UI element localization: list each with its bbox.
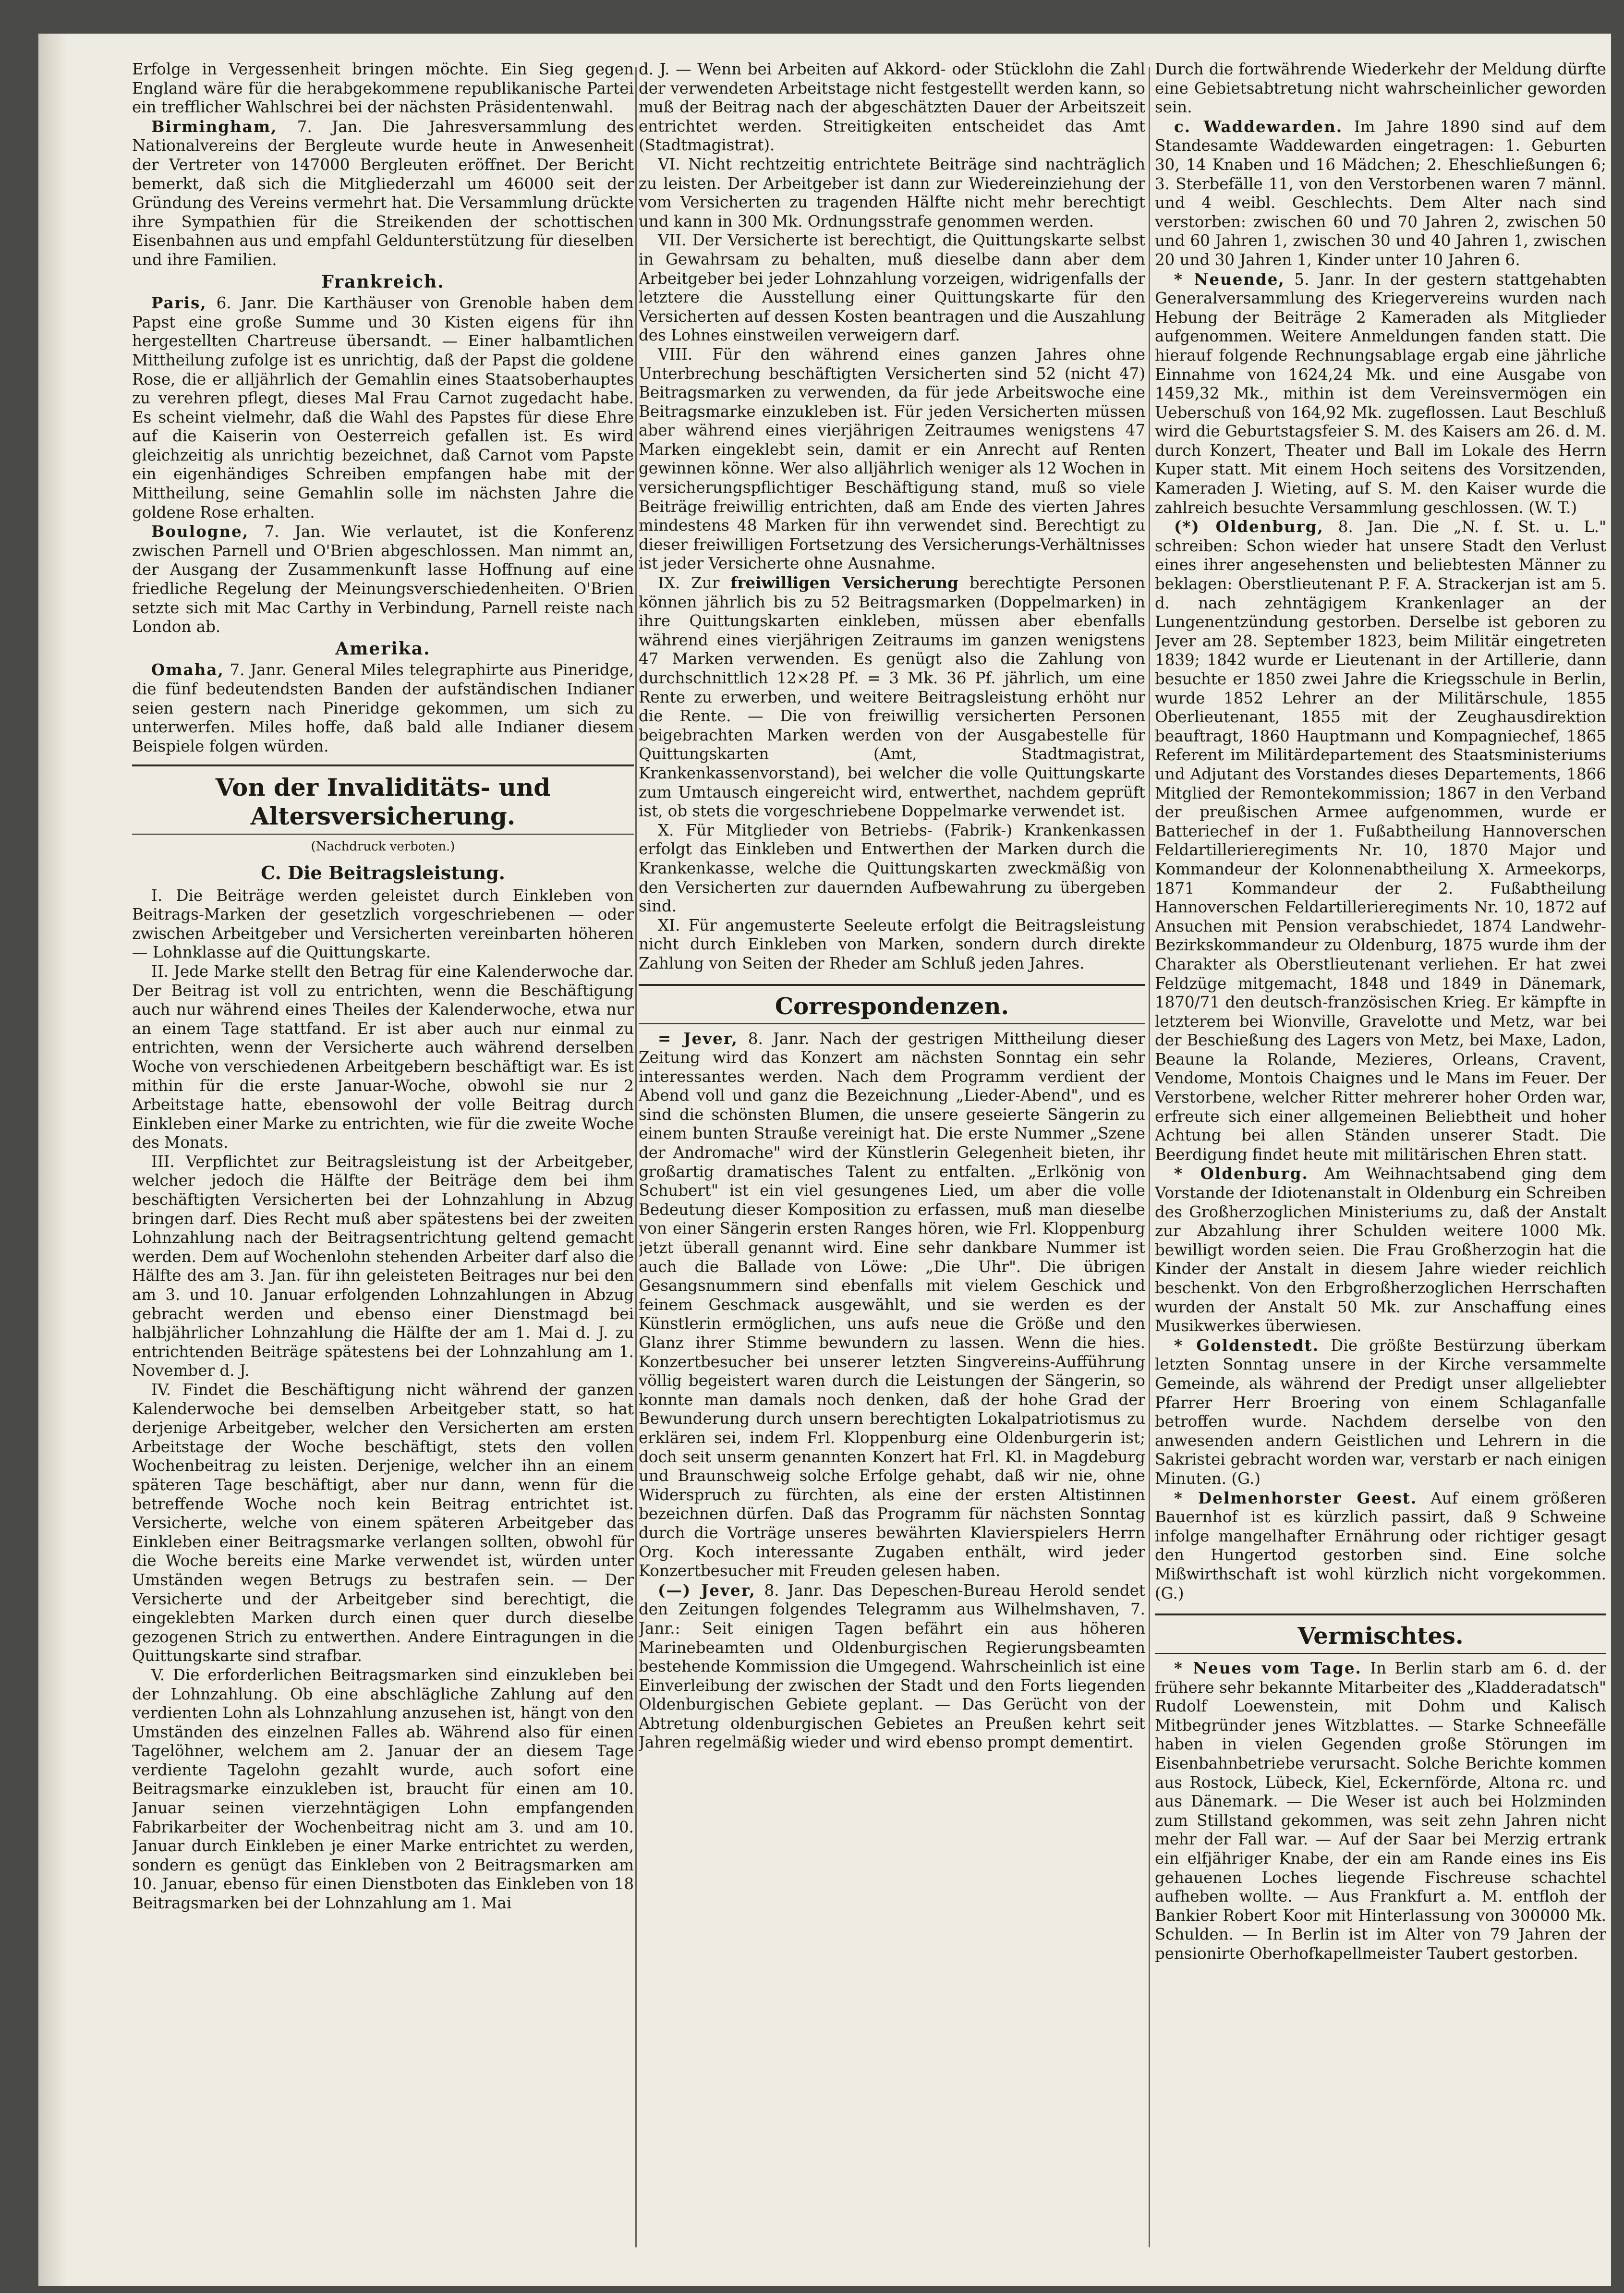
article-paris: Paris, 6. Janr. Die Karthäuser von Grenoble haben dem Papst eine große Summe und 30 Kisten eigens für ihn hergestellten Chartreuse übersandt. — Einer halbamtlichen Mittheilung zufolge ist es unrichtig, daß der Papst die goldene Rose, die er alljährlich der Gemahlin eines Staatsoberhauptes zu verehren pflegt, dieses Mal Frau Carnot zugedacht habe. Es scheint vielmehr, daß die Wahl des Papstes für diese Ehre auf die Kaiserin von Oesterreich gefallen ist. Es wird gleichzeitig als unrichtig bezeichnet, daß Carnot vom Papste ein eigenhändiges Schreiben empfangen habe mit der Mittheilung, seine Gemahlin solle im nächsten Jahre die goldene Rose erhalten.	[132, 293, 634, 522]
place-waddewarden: c. Waddewarden.	[1174, 117, 1343, 136]
place-neues-vom-tage: * Neues vom Tage.	[1174, 1659, 1362, 1678]
column-divider-1	[635, 67, 637, 2247]
article-jever-telegram: (—) Jever, 8. Janr. Das Depeschen-Bureau Herold sendet den Zeitungen folgendes Telegramm aus Wilhelmshaven, 7. Janr.: Seit einigen Tagen befährt ein aus höheren Marinebeamten und Oldenburgischen Regierungsbeamten bestehende Kommission die Umgegend. Wahrscheinlich ist eine Einverleibung der zwischen der Stadt und den Forts liegenden Oldenburgischen Gebiete geplant. — Das Gerücht von der Abtretung oldenburgischen Gebietes an Preußen kehrt seit Jahren regelmäßig wieder und wird ebenso prompt dementirt.	[639, 1580, 1145, 1752]
paragraph-election: Erfolge in Vergessenheit bringen möchte. Ein Sieg gegen England wäre für die herabgekommene republikanische Partei ein trefflicher Wahlschrei bei der nächsten Präsidentenwahl.	[132, 60, 634, 117]
rule-4: IV. Findet die Beschäftigung nicht während der ganzen Kalenderwoche bei demselben Arbeitgeber statt, so hat derjenige Arbeitgeber, welcher den Versicherten am ersten Arbeitstage der Woche beschäftigt, stets den vollen Wochenbeitrag zu leisten. Derjenige, welcher ihn an einem späteren Tage beschäftigt, aber nur dann, wenn für die betreffende Woche noch kein Beitrag entrichtet ist. Versicherte, welche von einem späteren Arbeitgeber das Einkleben einer Beitragsmarke verlangen sollten, obwohl für die Woche bereits eine Marke verwendet ist, würden unter Umständen wegen Betrugs zu bestrafen sein. — Der Versicherte und der Arbeitgeber sind berechtigt, die eingeklebten Marken durch einen quer durch dieselbe gezogenen Strich zu entwerthen. Andere Eintragungen in die Quittungskarte sind strafbar.	[132, 1381, 634, 1665]
section-title-correspondenzen: Correspondenzen.	[639, 984, 1145, 1024]
reprint-note: (Nachdruck verboten.)	[311, 839, 455, 854]
article-delmenhorst: * Delmenhorster Geest. Auf einem größeren Bauernhof ist es kürzlich passirt, daß 9 Schweine infolge mangelhafter Ernährung oder richtiger gesagt den Hungertod gestorben sind. Eine solche Mißwirthschaft ist wohl kürzlich nicht vorgekommen. (G.)	[1155, 1488, 1606, 1602]
place-paris: Paris,	[151, 293, 207, 313]
rule-8: VIII. Für den während eines ganzen Jahres ohne Unterbrechung beschäftigten Versicherten sind 52 (nicht 47) Beitragsmarken zu verwenden, da für jede Arbeitswoche eine Beitragsmarke einzukleben ist. Für jeden Versicherten müssen aber während eines vierjährigen Zeitraumes wenigstens 47 Marken eingeklebt sein, damit er ein Anrecht auf Renten gewinnen könne. Wer also alljährlich weniger als 12 Wochen in versicherungspflichtiger Beschäftigung stand, muß so viele Beiträge freiwillig entrichten, daß am Ende des vierten Jahres mindestens 48 Marken für ihn verwendet sind. Berechtigt zu dieser freiwilligen Fortsetzung des Versicherungs-Verhältnisses ist jeder Versicherte ohne Ausnahme.	[639, 345, 1145, 573]
rule-6: VI. Nicht rechtzeitig entrichtete Beiträge sind nachträglich zu leisten. Der Arbeitgeber ist dann zur Wiedereinziehung der vom Versicherten zu tragenden Hälfte nicht mehr berechtigt und kann in 300 Mk. Ordnungsstrafe genommen werden.	[639, 155, 1145, 231]
subsection-title: C. Die Beitragsleistung.	[261, 861, 505, 884]
article-waddewarden: c. Waddewarden. Im Jahre 1890 sind auf dem Standesamte Waddewarden eingetragen: 1. Geburten 30, 14 Knaben und 16 Mädchen; 2. Eheschließungen 6; 3. Sterbefälle 11, von den Verstorbenen waren 7 männl. und 4 weibl. Geschlechts. Dem Alter nach sind verstorben: zwischen 60 und 70 Jahren 2, zwischen 50 und 60 Jahren 1, zwischen 30 und 40 Jahren 1, zwischen 20 und 30 Jahren 1, Kinder unter 10 Jahren 6.	[1155, 117, 1606, 269]
article-oldenburg-obituary: (*) Oldenburg, 8. Jan. Die „N. f. St. u. L." schreiben: Schon wieder hat unsere Stadt den Verlust eines ihrer angesehensten und beliebtesten Männer zu beklagen: Oberstlieutenant P. F. A. Strackerjan ist am 5. d. nach zehntägigem Krankenlager an der Lungenentzündung gestorben. Derselbe ist geboren zu Jever am 28. September 1823, beim Militär eingetreten 1839; 1842 wurde er Lieutenant in der Artillerie, dann besuchte er 1850 zwei Jahre die Kriegsschule in Berlin, wurde 1852 Lehrer an der Militärschule, 1855 Oberlieutenant, 1855 mit der Zeughausdirektion beauftragt, 1860 Hauptmann und Kompagniechef, 1865 Referent im Militärdepartement des Staatsministeriums und Adjutant des Vorstandes dieses Departements, 1866 Mitglied der Remontekommission; 1867 in den Verband der preußischen Armee aufgenommen, wurde er Batteriechef in der 1. Fußabtheilung Hannoverschen Feldartillerieregiments Nr. 10, 1870 Major und Kommandeur der Kolonnenabtheilung X. Armeekorps, 1871 Kommandeur der 2. Fußabtheilung Hannoverschen Feldartillerieregiments Nr. 10, 1872 auf Ansuchen mit Pension verabschiedet, 1874 Landwehr-Bezirkskommandeur zu Oldenburg, 1875 wurde ihm der Charakter als Oberstlieutenant verliehen. Er hat zwei Feldzüge mitgemacht, 1848 und 1849 in Dänemark, 1870/71 den deutsch-französischen Krieg. Er kämpfte in letzterem bei Wionville, Gravelotte und Metz, war bei der Beschießung des Lagers von Metz, bei Maxe, Ladon, Beaune la Rolande, Mezieres, Orleans, Cravent, Vendome, Montois Chaignes und le Mans im Feuer. Der Verstorbene, welcher Ritter mehrerer hoher Orden war, erfreute sich einer allgemeinen Beliebtheit und hoher Achtung bei allen Ständen unserer Stadt. Die Beerdigung findet heute mit militärischen Ehren statt.	[1155, 517, 1606, 1164]
place-omaha: Omaha,	[151, 660, 224, 679]
rule-10: X. Für Mitglieder von Betriebs- (Fabrik-) Krankenkassen erfolgt das Einkleben und Entwerthen der Marken durch die Krankenkasse, welche die Quittungskarten zweckmäßig von den Versicherten zur dauernden Aufbewahrung zu übergeben sind.	[639, 821, 1145, 916]
article-neuende: * Neuende, 5. Janr. In der gestern stattgehabten Generalversammlung des Kriegervereins wurden nach Hebung der Beiträge 2 Kameraden als Mitglieder aufgenommen. Weitere Anmeldungen fanden statt. Die hierauf folgende Rechnungsablage ergab eine jährliche Einnahme von 1624,24 Mk. und eine Ausgabe von 1459,32 Mk., mithin ist dem Vereinsvermögen ein Ueberschuß von 164,92 Mk. zugeflossen. Laut Beschluß wird die Geburtstagsfeier S. M. des Kaisers am 26. d. M. durch Konzert, Theater und Ball im Lokale des Herrn Kuper statt. Mit einem Hoch seitens des Vorsitzenden, Kameraden J. Wieting, auf S. M. den Kaiser wurde die zahlreich besuchte Versammlung geschlossen. (W. T.)	[1155, 269, 1606, 517]
article-omaha: Omaha, 7. Janr. General Miles telegraphirte aus Pineridge, die fünf bedeutendsten Banden der aufständischen Indianer seien gestern nach Pineridge gekommen, um sich zu unterwerfen. Miles hoffe, daß bald alle Indianer diesem Beispiele folgen würden.	[132, 660, 634, 755]
place-jever: = Jever,	[658, 1029, 738, 1048]
article-neues-vom-tage: * Neues vom Tage. In Berlin starb am 6. d. der frühere sehr bekannte Mitarbeiter des „Kladderadatsch" Rudolf Loewenstein, mit Dohm und Kalisch Mitbegründer jenes Witzblattes. — Starke Schneefälle haben in vielen Gegenden große Störungen im Eisenbahnbetriebe verursacht. Solche Berichte kommen aus Rostock, Lübeck, Kiel, Eckernförde, Altona rc. und aus Dänemark. — Die Weser ist auch bei Holzminden zum Stillstand gekommen, was seit zehn Jahren nicht mehr der Fall war. — Auf der Saar bei Merzig ertrank ein elfjähriger Knabe, der ein am Rande eines ins Eis gehauenen Loches liegende Fischreuse schachtel aufheben wollte. — Aus Frankfurt a. M. entfloh der Bankier Robert Koor mit Hinterlassung von 300000 Mk. Schulden. — In Berlin ist im Alter von 79 Jahren der pensionirte Oberhofkapellmeister Taubert gestorben.	[1155, 1659, 1606, 1963]
place-oldenburg-2: * Oldenburg.	[1174, 1164, 1309, 1183]
article-goldenstedt: * Goldenstedt. Die größte Bestürzung überkam letzten Sonntag unsere in der Kirche versammelte Gemeinde, als während der Predigt unser allgeliebter Pfarrer Herr Broering von einem Schlaganfalle betroffen wurde. Nachdem derselbe von den anwesenden andern Geistlichen und Lehrern in die Sakristei gebracht worden war, verstarb er nach einigen Minuten. (G.)	[1155, 1335, 1606, 1488]
heading-amerika: Amerika.	[335, 638, 431, 659]
rule-3: III. Verpflichtet zur Beitragsleistung ist der Arbeitgeber, welcher jedoch die Hälfte der Beiträge dem bei ihm beschäftigten Versicherten bei der Lohnzahlung in Abzug bringen darf. Dies Recht muß aber spätestens bei der zweiten Lohnzahlung nach der Beitragsentrichtung geltend gemacht werden. Dem auf Wochenlohn stehenden Arbeiter darf also die Hälfte des am 3. Jan. für ihn geleisteten Beitrages nur bei den am 3. und 10. Januar erfolgenden Lohnzahlungen in Abzug gebracht werden und ebenso einer Dienstmagd bei halbjährlicher Lohnzahlung die Hälfte der am 1. Mai d. J. zu entrichtenden Beiträge spätestens bei der Lohnzahlung am 1. November d. J.	[132, 1152, 634, 1380]
place-boulogne: Boulogne,	[151, 522, 249, 541]
column-divider-2	[1149, 67, 1150, 2247]
article-birmingham: Birmingham, 7. Jan. Die Jahresversammlung des Nationalvereins der Bergleute wurde heute in Anwesenheit der Vertreter von 147000 Bergleuten eröffnet. Der Bericht bemerkt, daß sich die Mitgliederzahl um 46000 seit der Gründung des Vereins vermehrt hat. Die Versammlung drückte ihre Sympathien für die Streikenden der schottischen Eisenbahnen aus und empfahl Geldunterstützung für dieselben und ihre Familien.	[132, 117, 634, 269]
place-birmingham: Birmingham,	[151, 117, 278, 136]
heading-frankreich: Frankreich.	[321, 271, 445, 292]
section-title-vermischtes: Vermischtes.	[1155, 1614, 1606, 1654]
rule-5: V. Die erforderlichen Beitragsmarken sind einzukleben bei der Lohnzahlung. Ob eine abschlägliche Zahlung auf den verdienten Lohn als Lohnzahlung anzusehen ist, hängt von den Umständen des einzelnen Falles ab. Während also für einen Tagelöhner, welchem am 2. Januar der an diesem Tage verdiente Tagelohn gezahlt wurde, auch sofort eine Beitragsmarke einzukleben ist, braucht für einen am 10. Januar seinen vierzehntägigen Lohn empfangenden Fabrikarbeiter der Wochenbeitrag nicht am 3. und am 10. Januar durch Einkleben je einer Marke entrichtet zu werden, sondern es genügt das Einkleben von 2 Beitragsmarken am 10. Januar, ebenso für einen Dienstboten das Einkleben von 18 Beitragsmarken bei der Lohnzahlung am 1. Mai	[132, 1665, 634, 1913]
rule-5-continued: d. J. — Wenn bei Arbeiten auf Akkord- oder Stücklohn die Zahl der verwendeten Arbeitstage nicht festgestellt werden kann, so muß der Beitrag nach der abgeschätzten Dauer der Arbeitszeit entrichtet werden. Streitigkeiten entscheidet das Amt (Stadtmagistrat).	[639, 60, 1145, 155]
place-goldenstedt: * Goldenstedt.	[1174, 1335, 1320, 1355]
rule-9-emphasis: freiwilligen Versicherung	[730, 573, 958, 593]
place-jever-2: (—) Jever,	[658, 1580, 756, 1600]
rule-11: XI. Für angemusterte Seeleute erfolgt die Beitragsleistung nicht durch Einkleben von Marken, sondern durch direkte Zahlung von Seiten der Rheder am Schluß jeden Jahres.	[639, 916, 1145, 972]
page-edge-shadow	[38, 34, 67, 2286]
column-2	[639, 60, 1145, 2250]
rule-9: IX. Zur freiwilligen Versicherung berechtigte Personen können jährlich bis zu 52 Beitragsmarken (Doppelmarken) in ihre Quittungskarten einkleben, müssen aber ebenfalls während eines vierjährigen Zeitraums im ganzen wenigstens 47 Marken verwenden. Es genügt also die Zahlung von durchschnittlich 12×28 Pf. = 3 Mk. 36 Pf. jährlich, um eine Rente zu erwerben, und weitere Beitragsleistung erhöht nur die Rente. — Die von freiwillig versicherten Personen beigebrachten Marken werden von der Ausgabestelle für Quittungskarten (Amt, Stadtmagistrat, Krankenkassenvorstand), bei welcher die volle Quittungskarte zum Umtausch eingereicht wird, entwerthet, nachdem geprüft ist, ob stets die vorgeschriebene Doppelmarke verwendet ist.	[639, 573, 1145, 821]
place-oldenburg: (*) Oldenburg,	[1174, 517, 1324, 536]
paragraph-gebietsabtretung: Durch die fortwährende Wiederkehr der Meldung dürfte eine Gebietsabtretung nicht wahrscheinlicher geworden sein.	[1155, 60, 1606, 117]
rule-7: VII. Der Versicherte ist berechtigt, die Quittungskarte selbst in Gewahrsam zu behalten, muß dieselbe dann aber dem Arbeitgeber bei jeder Lohnzahlung vorzeigen, widrigenfalls der letztere die Ausstellung einer Quittungskarte für den Versicherten auf dessen Kosten beantragen und die Auszahlung des Lohnes einstweilen verweigern darf.	[639, 231, 1145, 345]
rule-1: I. Die Beiträge werden geleistet durch Einkleben von Beitrags-Marken der gesetzlich vorgeschriebenen — oder zwischen Arbeitgeber und Versicherten vereinbarten höheren — Lohnklasse auf die Quittungskarte.	[132, 886, 634, 962]
article-boulogne: Boulogne, 7. Jan. Wie verlautet, ist die Konferenz zwischen Parnell und O'Brien abgeschlossen. Man nimmt an, der Ausgang der Zusammenkunft lasse Hoffnung auf eine friedliche Regelung der Meinungsverschiedenheiten. O'Brien setzte sich mit Mac Carthy in Verbindung, Parnell reiste nach London ab.	[132, 522, 634, 636]
article-jever-concert: = Jever, 8. Janr. Nach der gestrigen Mittheilung dieser Zeitung wird das Konzert am nächsten Sonntag ein sehr interessantes werden. Nach dem Programm verdient der Abend voll und ganz die Bezeichnung „Lieder-Abend", und es sind die schönsten Blumen, die unsere geseierte Sängerin zu einem bunten Strauße vereinigt hat. Die erste Nummer „Szene der Andromache" wird der Künstlerin Gelegenheit bieten, ihr großartig dramatisches Talent zu entfalten. „Erlkönig von Schubert" ist ein viel gesungenes Lied, um aber die volle Bedeutung dieser Komposition zu erfassen, muß man dieselbe von einer Sängerin ersten Ranges hören, wie Frl. Kloppenburg jetzt überall genannt wird. Eine sehr dankbare Nummer ist auch die Ballade von Löwe: „Die Uhr". Die übrigen Gesangsnummern sind ebenfalls mit vielem Geschick und feinem Geschmack ausgewählt, und sie werden es der Künstlerin ermöglichen, uns aufs neue die Größe und den Glanz ihrer Stimme bewundern zu lassen. Wenn die hies. Konzertbesucher bei unserer letzten Singvereins-Aufführung völlig begeistert waren durch die Leistungen der Sängerin, so konnte man damals noch denken, daß der hohe Grad der Bewunderung durch unsern berechtigten Lokalpatriotismus zu erklären sei, indem Frl. Kloppenburg eine Oldenburgerin ist; doch seit unserm genannten Konzert hat Frl. Kl. in Magdeburg und Braunschweig solche Erfolge gehabt, daß wir nie, ohne Widerspruch zu fürchten, als eine der ersten Altistinnen bezeichnen dürfen. Daß das Programm für nächsten Sonntag durch die Vorträge unseres bewährten Klavierspielers Herrn Org. Koch interessante Zugaben enthält, wird jeder Konzertbesucher mit Freuden gelesen haben.	[639, 1029, 1145, 1580]
place-delmenhorst: * Delmenhorster Geest.	[1174, 1488, 1418, 1507]
place-neuende: * Neuende,	[1174, 269, 1285, 289]
column-3	[1155, 60, 1606, 2250]
column-1	[132, 60, 634, 2250]
article-oldenburg-anstalt: * Oldenburg. Am Weihnachtsabend ging dem Vorstande der Idiotenanstalt in Oldenburg ein Schreiben des Großherzoglichen Ministeriums zu, daß der Anstalt zur Abzahlung ihrer Schulden weitere 1000 Mk. bewilligt worden seien. Die Frau Großherzogin hat die Kinder der Anstalt in diesem Jahre wieder reichlich beschenkt. Von den Erbgroßherzoglichen Herrschaften wurden der Anstalt 50 Mk. zur Anschaffung eines Musikwerkes überwiesen.	[1155, 1164, 1606, 1335]
newspaper-page	[38, 34, 1611, 2286]
section-title-versicherung: Von der Invaliditäts- und Altersversicherung.	[132, 764, 634, 835]
rule-2: II. Jede Marke stellt den Betrag für eine Kalenderwoche dar. Der Beitrag ist voll zu entrichten, wenn die Beschäftigung auch nur während eines Theiles der Kalenderwoche, etwa nur an einem Tage stattfand. Er ist aber auch nur einmal zu entrichten, wenn der Versicherte auch während derselben Woche von verschiedenen Arbeitgebern beschäftigt war. Es ist mithin für die erste Januar-Woche, obwohl sie nur 2 Arbeitstage hatte, ebensowohl der volle Beitrag durch Einkleben einer Marke zu entrichten, wie für die zweite Woche des Monats.	[132, 962, 634, 1152]
